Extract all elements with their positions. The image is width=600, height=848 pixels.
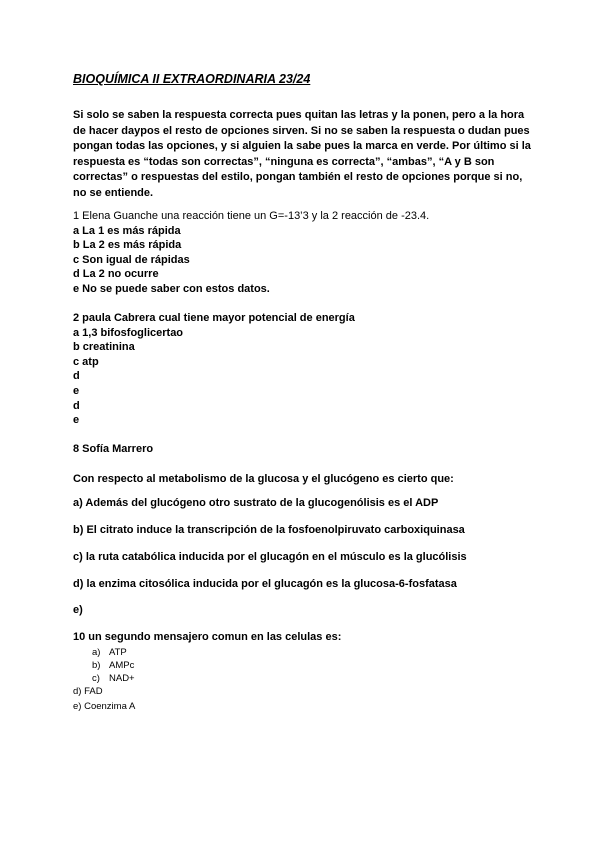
question-10-text: 10 un segundo mensajero comun en las celulas es: [73, 631, 342, 643]
question-8-option-c: c) la ruta catabólica inducida por el glucagón en el músculo es la glucólisis [73, 551, 467, 563]
question-8-option-a: a) Además del glucógeno otro sustrato de la glucogenólisis es el ADP [73, 497, 439, 509]
document-title: BIOQUÍMICA II EXTRAORDINARIA 23/24 [73, 72, 311, 86]
question-1-option-b: b La 2 es más rápida [73, 239, 182, 252]
question-2-option-a: a 1,3 bifosfoglicertao [73, 326, 184, 339]
question-1-text: 1 Elena Guanche una reacción tiene un G=-13’3 y la 2 reacción de -23.4. [73, 210, 430, 222]
question-1 [73, 209, 429, 297]
question-2 [73, 311, 355, 428]
question-8-text: Con respecto al metabolismo de la glucosa y el glucógeno es cierto que: [73, 473, 454, 485]
question-2-text: 2 paula Cabrera cual tiene mayor potencial de energía [73, 312, 355, 324]
question-1-option-e: e No se puede saber con estos datos. [73, 282, 270, 295]
question-10-item-c: NAD+ [109, 673, 135, 684]
question-1-option-a: a La 1 es más rápida [73, 224, 181, 237]
question-10-marker-c: c) [92, 673, 100, 684]
question-8-header: 8 Sofía Marrero [73, 443, 154, 455]
question-2-option-e2: e [73, 414, 80, 427]
question-8-option-b: b) El citrato induce la transcripción de la fosfoenolpiruvato carboxiquinasa [73, 524, 465, 536]
question-10-marker-b: b) [92, 660, 101, 671]
question-10-item-a: ATP [109, 647, 127, 658]
question-10-option-d: d) FAD [73, 686, 103, 697]
question-2-option-d: d [73, 370, 80, 383]
question-10-item-b: AMPc [109, 660, 135, 671]
question-2-option-c: c atp [73, 355, 99, 368]
question-2-option-d2: d [73, 399, 80, 412]
question-10-marker-a: a) [92, 647, 101, 658]
question-2-option-e: e [73, 384, 80, 397]
question-8-option-e: e) [73, 604, 83, 616]
question-1-option-c: c Son igual de rápidas [73, 253, 190, 266]
question-2-option-b: b creatinina [73, 341, 135, 354]
question-10-option-e: e) Coenzima A [73, 701, 136, 712]
question-8-option-d: d) la enzima citosólica inducida por el glucagón es la glucosa-6-fosfatasa [73, 578, 457, 590]
question-1-option-d: d La 2 no ocurre [73, 268, 159, 281]
intro-paragraph: Si solo se saben la respuesta correcta pues quitan las letras y la ponen, pero a la hora de hacer daypos el resto de opciones sirven. Si no se saben la respuesta o dudan pues pongan todas las opciones, y si alguien la sabe pues la marca en verde. Por último si la respuesta es “todas son correctas”, “ninguna es correcta”, “ambas”, “A y B son correctas” o respuestas del estilo, pongan también el resto de opciones porque si no, no se entiende. [73, 109, 531, 199]
